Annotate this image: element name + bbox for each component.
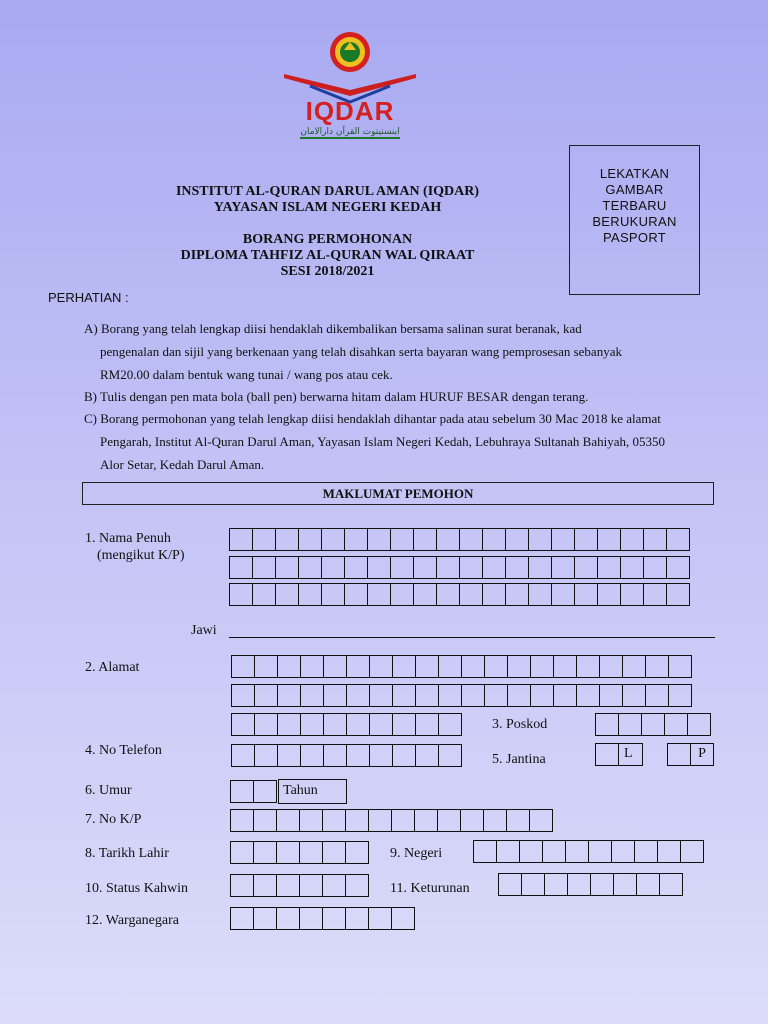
input-cell[interactable] — [346, 713, 370, 736]
input-cell[interactable] — [668, 655, 692, 678]
input-cell[interactable] — [300, 713, 324, 736]
input-cell[interactable] — [436, 528, 460, 551]
input-cell[interactable] — [666, 583, 690, 606]
input-cell[interactable] — [436, 583, 460, 606]
input-cell[interactable] — [298, 583, 322, 606]
input-cell[interactable] — [636, 873, 660, 896]
tahun-label: Tahun — [278, 779, 347, 804]
input-cell[interactable] — [369, 684, 393, 707]
input-cell[interactable] — [367, 528, 391, 551]
input-cell[interactable] — [275, 583, 299, 606]
input-cell[interactable] — [415, 744, 439, 767]
input-cell[interactable] — [438, 655, 462, 678]
input-cell[interactable] — [576, 655, 600, 678]
input-cell[interactable] — [597, 556, 621, 579]
input-cell[interactable] — [254, 655, 278, 678]
input-cell[interactable] — [390, 556, 414, 579]
input-cell[interactable] — [505, 556, 529, 579]
input-cell[interactable] — [321, 583, 345, 606]
nama-cells-row[interactable] — [229, 528, 689, 551]
input-cell[interactable] — [415, 684, 439, 707]
input-cell[interactable] — [369, 744, 393, 767]
input-cell[interactable] — [253, 907, 277, 930]
institution-header — [110, 184, 545, 216]
alamat-cells-row[interactable] — [231, 684, 691, 707]
input-cell[interactable] — [597, 583, 621, 606]
negeri-cells[interactable] — [473, 840, 703, 863]
photo-box[interactable] — [569, 145, 700, 295]
input-cell[interactable] — [551, 583, 575, 606]
input-cell[interactable] — [252, 528, 276, 551]
input-cell[interactable] — [530, 655, 554, 678]
input-cell[interactable] — [230, 841, 254, 864]
section-heading: MAKLUMAT PEMOHON — [82, 482, 714, 505]
input-cell[interactable] — [413, 556, 437, 579]
field-label-jawi: Jawi — [191, 623, 217, 638]
photo-line: TERBARU — [602, 198, 667, 213]
nama-cells-row[interactable] — [229, 556, 689, 579]
input-cell[interactable] — [344, 583, 368, 606]
foundation-name: YAYASAN ISLAM NEGERI KEDAH — [213, 200, 442, 215]
open-book-icon — [284, 74, 416, 96]
input-cell[interactable] — [574, 556, 598, 579]
input-cell[interactable] — [391, 907, 415, 930]
input-cell[interactable] — [666, 556, 690, 579]
input-cell[interactable] — [680, 840, 704, 863]
notice-line: B) Tulis dengan pen mata bola (ball pen) berwarna hitam dalam HURUF BESAR dengan terang. — [84, 389, 589, 404]
input-cell[interactable] — [277, 655, 301, 678]
input-cell[interactable] — [643, 528, 667, 551]
input-cell[interactable] — [567, 873, 591, 896]
input-cell[interactable] — [437, 809, 461, 832]
input-cell[interactable] — [230, 907, 254, 930]
input-cell[interactable] — [438, 684, 462, 707]
photo-line: PASPORT — [602, 230, 667, 245]
input-cell[interactable] — [322, 841, 346, 864]
input-cell[interactable] — [299, 809, 323, 832]
input-cell[interactable] — [415, 713, 439, 736]
input-cell[interactable] — [664, 713, 688, 736]
alamat-cells-row[interactable] — [231, 713, 461, 736]
input-cell[interactable] — [599, 655, 623, 678]
input-cell[interactable] — [298, 556, 322, 579]
input-cell[interactable] — [345, 907, 369, 930]
emblem-icon — [330, 32, 370, 72]
input-cell[interactable] — [473, 840, 497, 863]
input-cell[interactable] — [229, 556, 253, 579]
input-cell[interactable] — [300, 655, 324, 678]
input-cell[interactable] — [231, 655, 255, 678]
input-cell[interactable] — [611, 840, 635, 863]
input-cell[interactable] — [574, 583, 598, 606]
input-cell[interactable] — [322, 874, 346, 897]
input-cell[interactable] — [392, 713, 416, 736]
notice-line: pengenalan dan sijil yang berkenaan yang telah disahkan serta bayaran wang pemprosesan sebanyak — [100, 344, 622, 359]
field-label-nama: 1. Nama Penuh — [85, 531, 171, 546]
input-cell[interactable] — [299, 907, 323, 930]
input-cell[interactable] — [368, 809, 392, 832]
jantina-option-l: L — [618, 743, 643, 766]
input-cell[interactable] — [231, 744, 255, 767]
input-cell[interactable] — [369, 713, 393, 736]
input-cell[interactable] — [323, 684, 347, 707]
iqdar-logo — [280, 30, 420, 142]
input-cell[interactable] — [346, 684, 370, 707]
input-cell[interactable] — [634, 840, 658, 863]
input-cell[interactable] — [253, 874, 277, 897]
input-cell[interactable] — [368, 907, 392, 930]
input-cell[interactable] — [666, 528, 690, 551]
input-cell[interactable] — [641, 713, 665, 736]
input-cell[interactable] — [483, 809, 507, 832]
telefon-cells[interactable] — [231, 744, 461, 767]
input-cell[interactable] — [390, 583, 414, 606]
input-cell[interactable] — [461, 655, 485, 678]
input-cell[interactable] — [544, 873, 568, 896]
notice-line: RM20.00 dalam bentuk wang tunai / wang pos atau cek. — [100, 367, 393, 382]
input-cell[interactable] — [323, 744, 347, 767]
input-cell[interactable] — [346, 744, 370, 767]
input-cell[interactable] — [528, 528, 552, 551]
keturunan-cells[interactable] — [498, 873, 682, 896]
program-name: DIPLOMA TAHFIZ AL-QURAN WAL QIRAAT — [180, 248, 475, 263]
input-cell[interactable] — [344, 528, 368, 551]
input-cell[interactable] — [620, 528, 644, 551]
input-cell[interactable] — [618, 713, 642, 736]
input-cell[interactable] — [229, 583, 253, 606]
warganegara-cells[interactable] — [230, 907, 414, 930]
input-cell[interactable] — [323, 655, 347, 678]
jantina-p-group[interactable] — [667, 743, 713, 766]
input-cell[interactable] — [323, 713, 347, 736]
field-label-umur: 6. Umur — [85, 783, 132, 798]
input-cell[interactable] — [253, 809, 277, 832]
jantina-checkbox-l[interactable] — [595, 743, 619, 766]
input-cell[interactable] — [590, 873, 614, 896]
nama-cells-row[interactable] — [229, 583, 689, 606]
input-cell[interactable] — [529, 809, 553, 832]
poskod-cells[interactable] — [595, 713, 710, 736]
input-cell[interactable] — [565, 840, 589, 863]
input-cell[interactable] — [277, 684, 301, 707]
input-cell[interactable] — [484, 655, 508, 678]
input-cell[interactable] — [613, 873, 637, 896]
field-label-tarikh-lahir: 8. Tarikh Lahir — [85, 846, 169, 861]
input-cell[interactable] — [459, 528, 483, 551]
form-title-block — [110, 232, 545, 280]
input-cell[interactable] — [392, 655, 416, 678]
tarikh-lahir-cells[interactable] — [230, 841, 368, 864]
input-cell[interactable] — [507, 655, 531, 678]
umur-cells[interactable] — [230, 780, 276, 803]
input-cell[interactable] — [230, 780, 254, 803]
input-cell[interactable] — [252, 556, 276, 579]
input-cell[interactable] — [521, 873, 545, 896]
field-label-telefon: 4. No Telefon — [85, 743, 162, 758]
input-cell[interactable] — [643, 556, 667, 579]
field-label-jantina: 5. Jantina — [492, 752, 546, 767]
input-cell[interactable] — [622, 684, 646, 707]
input-cell[interactable] — [459, 583, 483, 606]
input-cell[interactable] — [484, 684, 508, 707]
input-cell[interactable] — [321, 556, 345, 579]
input-cell[interactable] — [668, 684, 692, 707]
input-cell[interactable] — [496, 840, 520, 863]
input-cell[interactable] — [506, 809, 530, 832]
photo-line: BERUKURAN — [592, 214, 677, 229]
input-cell[interactable] — [345, 841, 369, 864]
logo-brand-text: IQDAR — [305, 96, 395, 126]
input-cell[interactable] — [346, 655, 370, 678]
jawi-input-line[interactable] — [229, 637, 715, 638]
jantina-option-p: P — [690, 743, 714, 766]
input-cell[interactable] — [645, 655, 669, 678]
input-cell[interactable] — [528, 556, 552, 579]
input-cell[interactable] — [276, 841, 300, 864]
input-cell[interactable] — [392, 744, 416, 767]
nokp-cells[interactable] — [230, 809, 552, 832]
notice-line: C) Borang permohonan yang telah lengkap diisi hendaklah dihantar pada atau sebelum 30 Mac 2018 ke alamat — [84, 411, 661, 426]
institution-name: INSTITUT AL-QURAN DARUL AMAN (IQDAR) — [175, 184, 480, 199]
field-label-negeri: 9. Negeri — [390, 846, 443, 861]
jantina-l-group[interactable] — [595, 743, 642, 766]
input-cell[interactable] — [254, 684, 278, 707]
input-cell[interactable] — [231, 713, 255, 736]
input-cell[interactable] — [300, 744, 324, 767]
input-cell[interactable] — [367, 583, 391, 606]
input-cell[interactable] — [498, 873, 522, 896]
input-cell[interactable] — [460, 809, 484, 832]
input-cell[interactable] — [595, 713, 619, 736]
input-cell[interactable] — [253, 780, 277, 803]
field-label-status-kahwin: 10. Status Kahwin — [85, 881, 189, 896]
input-cell[interactable] — [542, 840, 566, 863]
input-cell[interactable] — [645, 684, 669, 707]
input-cell[interactable] — [230, 874, 254, 897]
input-cell[interactable] — [230, 809, 254, 832]
input-cell[interactable] — [229, 528, 253, 551]
field-label-keturunan: 11. Keturunan — [390, 881, 470, 896]
form-title: BORANG PERMOHONAN — [242, 232, 413, 247]
input-cell[interactable] — [576, 684, 600, 707]
input-cell[interactable] — [551, 556, 575, 579]
input-cell[interactable] — [413, 528, 437, 551]
input-cell[interactable] — [574, 528, 598, 551]
logo-arabic-text: اينستيتوت القرآن دارالامان — [300, 127, 400, 137]
input-cell[interactable] — [345, 809, 369, 832]
input-cell[interactable] — [392, 684, 416, 707]
input-cell[interactable] — [459, 556, 483, 579]
input-cell[interactable] — [620, 556, 644, 579]
input-cell[interactable] — [482, 583, 506, 606]
input-cell[interactable] — [620, 583, 644, 606]
notice-line: A) Borang yang telah lengkap diisi hendaklah dikembalikan bersama salinan surat beranak, kad — [84, 321, 582, 336]
input-cell[interactable] — [643, 583, 667, 606]
input-cell[interactable] — [414, 809, 438, 832]
input-cell[interactable] — [276, 809, 300, 832]
input-cell[interactable] — [344, 556, 368, 579]
input-cell[interactable] — [252, 583, 276, 606]
input-cell[interactable] — [390, 528, 414, 551]
input-cell[interactable] — [553, 684, 577, 707]
input-cell[interactable] — [275, 528, 299, 551]
input-cell[interactable] — [276, 874, 300, 897]
input-cell[interactable] — [277, 713, 301, 736]
input-cell[interactable] — [254, 744, 278, 767]
input-cell[interactable] — [482, 556, 506, 579]
alamat-cells-row[interactable] — [231, 655, 691, 678]
input-cell[interactable] — [321, 528, 345, 551]
session: SESI 2018/2021 — [280, 264, 375, 279]
input-cell[interactable] — [461, 684, 485, 707]
input-cell[interactable] — [528, 583, 552, 606]
input-cell[interactable] — [551, 528, 575, 551]
field-label-warganegara: 12. Warganegara — [85, 913, 179, 928]
notice-line: Alor Setar, Kedah Darul Aman. — [100, 457, 265, 472]
input-cell[interactable] — [345, 874, 369, 897]
notice-heading: PERHATIAN : — [48, 290, 129, 305]
input-cell[interactable] — [588, 840, 612, 863]
input-cell[interactable] — [276, 907, 300, 930]
field-sublabel-nama: (mengikut K/P) — [97, 548, 185, 563]
input-cell[interactable] — [253, 841, 277, 864]
input-cell[interactable] — [277, 744, 301, 767]
notice-line: Pengarah, Institut Al-Quran Darul Aman, Yayasan Islam Negeri Kedah, Lebuhraya Sultanah Bahiyah, 05350 — [100, 434, 666, 449]
input-cell[interactable] — [530, 684, 554, 707]
input-cell[interactable] — [299, 841, 323, 864]
input-cell[interactable] — [299, 874, 323, 897]
input-cell[interactable] — [300, 684, 324, 707]
photo-line: LEKATKAN — [599, 166, 670, 181]
field-label-alamat: 2. Alamat — [85, 660, 140, 675]
input-cell[interactable] — [505, 583, 529, 606]
input-cell[interactable] — [322, 907, 346, 930]
input-cell[interactable] — [254, 713, 278, 736]
input-cell[interactable] — [298, 528, 322, 551]
input-cell[interactable] — [231, 684, 255, 707]
input-cell[interactable] — [367, 556, 391, 579]
input-cell[interactable] — [391, 809, 415, 832]
input-cell[interactable] — [438, 713, 462, 736]
input-cell[interactable] — [622, 655, 646, 678]
input-cell[interactable] — [415, 655, 439, 678]
input-cell[interactable] — [599, 684, 623, 707]
input-cell[interactable] — [657, 840, 681, 863]
input-cell[interactable] — [413, 583, 437, 606]
input-cell[interactable] — [659, 873, 683, 896]
status-kahwin-cells[interactable] — [230, 874, 368, 897]
input-cell[interactable] — [597, 528, 621, 551]
input-cell[interactable] — [436, 556, 460, 579]
input-cell[interactable] — [482, 528, 506, 551]
input-cell[interactable] — [553, 655, 577, 678]
field-label-nokp: 7. No K/P — [85, 812, 142, 827]
input-cell[interactable] — [505, 528, 529, 551]
input-cell[interactable] — [438, 744, 462, 767]
input-cell[interactable] — [687, 713, 711, 736]
input-cell[interactable] — [322, 809, 346, 832]
input-cell[interactable] — [507, 684, 531, 707]
input-cell[interactable] — [519, 840, 543, 863]
photo-line: GAMBAR — [605, 182, 664, 197]
field-label-poskod: 3. Poskod — [492, 717, 548, 732]
input-cell[interactable] — [369, 655, 393, 678]
jantina-checkbox-p[interactable] — [667, 743, 691, 766]
input-cell[interactable] — [275, 556, 299, 579]
